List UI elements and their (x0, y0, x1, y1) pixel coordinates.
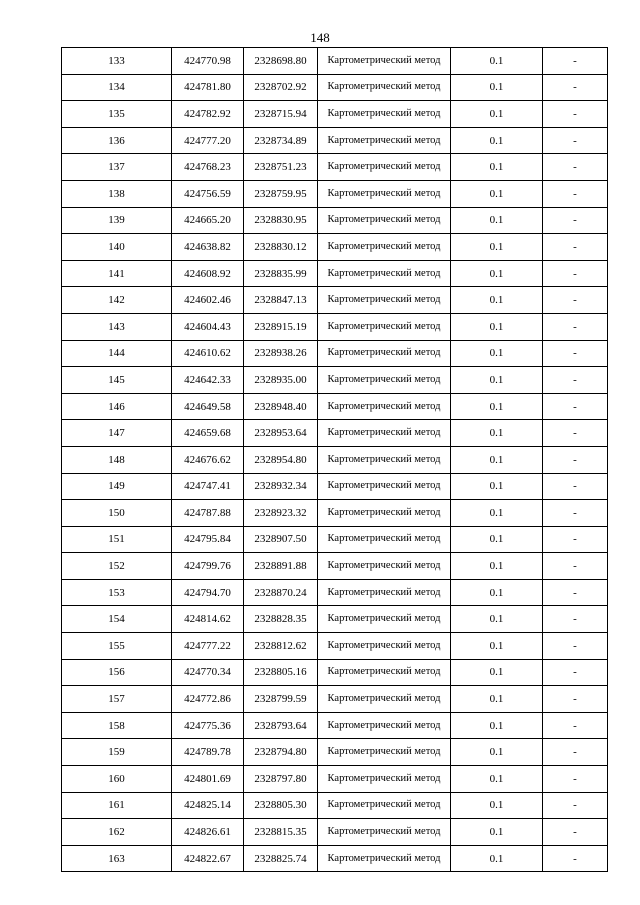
accuracy-cell: 0.1 (451, 686, 543, 713)
x-coordinate-cell: 424799.76 (172, 553, 244, 580)
accuracy-cell: 0.1 (451, 845, 543, 872)
table-row (62, 473, 608, 500)
y-coordinate-cell: 2328915.19 (244, 313, 318, 340)
method-cell: Картометрический метод (318, 633, 451, 660)
point-number-cell: 133 (62, 48, 172, 75)
x-coordinate-cell: 424638.82 (172, 234, 244, 261)
point-number-cell: 143 (62, 313, 172, 340)
point-number-cell: 140 (62, 234, 172, 261)
note-cell: - (543, 819, 608, 846)
accuracy-cell: 0.1 (451, 127, 543, 154)
method-cell: Картометрический метод (318, 659, 451, 686)
x-coordinate-cell: 424775.36 (172, 712, 244, 739)
table-row (62, 340, 608, 367)
note-cell: - (543, 553, 608, 580)
note-cell: - (543, 367, 608, 394)
method-cell: Картометрический метод (318, 207, 451, 234)
note-cell: - (543, 739, 608, 766)
note-cell: - (543, 234, 608, 261)
point-number-cell: 150 (62, 500, 172, 527)
method-cell: Картометрический метод (318, 260, 451, 287)
note-cell: - (543, 792, 608, 819)
method-cell: Картометрический метод (318, 367, 451, 394)
note-cell: - (543, 260, 608, 287)
x-coordinate-cell: 424772.86 (172, 686, 244, 713)
accuracy-cell: 0.1 (451, 313, 543, 340)
table-row (62, 792, 608, 819)
method-cell: Картометрический метод (318, 579, 451, 606)
point-number-cell: 146 (62, 393, 172, 420)
table-row (62, 234, 608, 261)
method-cell: Картометрический метод (318, 340, 451, 367)
accuracy-cell: 0.1 (451, 234, 543, 261)
x-coordinate-cell: 424825.14 (172, 792, 244, 819)
accuracy-cell: 0.1 (451, 260, 543, 287)
table-row (62, 739, 608, 766)
table-row (62, 446, 608, 473)
y-coordinate-cell: 2328799.59 (244, 686, 318, 713)
table-row (62, 845, 608, 872)
point-number-cell: 162 (62, 819, 172, 846)
x-coordinate-cell: 424610.62 (172, 340, 244, 367)
table-row (62, 766, 608, 793)
point-number-cell: 149 (62, 473, 172, 500)
coordinates-table (61, 47, 608, 872)
y-coordinate-cell: 2328698.80 (244, 48, 318, 75)
note-cell: - (543, 606, 608, 633)
table-row (62, 633, 608, 660)
x-coordinate-cell: 424602.46 (172, 287, 244, 314)
y-coordinate-cell: 2328805.30 (244, 792, 318, 819)
note-cell: - (543, 633, 608, 660)
accuracy-cell: 0.1 (451, 739, 543, 766)
x-coordinate-cell: 424822.67 (172, 845, 244, 872)
table-row (62, 367, 608, 394)
method-cell: Картометрический метод (318, 48, 451, 75)
y-coordinate-cell: 2328923.32 (244, 500, 318, 527)
accuracy-cell: 0.1 (451, 340, 543, 367)
x-coordinate-cell: 424642.33 (172, 367, 244, 394)
point-number-cell: 145 (62, 367, 172, 394)
point-number-cell: 148 (62, 446, 172, 473)
note-cell: - (543, 845, 608, 872)
accuracy-cell: 0.1 (451, 473, 543, 500)
note-cell: - (543, 48, 608, 75)
x-coordinate-cell: 424768.23 (172, 154, 244, 181)
x-coordinate-cell: 424782.92 (172, 101, 244, 128)
point-number-cell: 160 (62, 766, 172, 793)
table-row (62, 101, 608, 128)
method-cell: Картометрический метод (318, 446, 451, 473)
y-coordinate-cell: 2328932.34 (244, 473, 318, 500)
y-coordinate-cell: 2328907.50 (244, 526, 318, 553)
accuracy-cell: 0.1 (451, 500, 543, 527)
y-coordinate-cell: 2328715.94 (244, 101, 318, 128)
accuracy-cell: 0.1 (451, 48, 543, 75)
y-coordinate-cell: 2328825.74 (244, 845, 318, 872)
note-cell: - (543, 473, 608, 500)
point-number-cell: 134 (62, 74, 172, 101)
point-number-cell: 142 (62, 287, 172, 314)
x-coordinate-cell: 424604.43 (172, 313, 244, 340)
point-number-cell: 157 (62, 686, 172, 713)
y-coordinate-cell: 2328734.89 (244, 127, 318, 154)
y-coordinate-cell: 2328815.35 (244, 819, 318, 846)
method-cell: Картометрический метод (318, 313, 451, 340)
point-number-cell: 141 (62, 260, 172, 287)
table-row (62, 127, 608, 154)
accuracy-cell: 0.1 (451, 74, 543, 101)
y-coordinate-cell: 2328847.13 (244, 287, 318, 314)
page-number: 148 (310, 30, 330, 45)
accuracy-cell: 0.1 (451, 446, 543, 473)
method-cell: Картометрический метод (318, 101, 451, 128)
accuracy-cell: 0.1 (451, 207, 543, 234)
method-cell: Картометрический метод (318, 792, 451, 819)
x-coordinate-cell: 424676.62 (172, 446, 244, 473)
note-cell: - (543, 526, 608, 553)
method-cell: Картометрический метод (318, 766, 451, 793)
y-coordinate-cell: 2328812.62 (244, 633, 318, 660)
x-coordinate-cell: 424770.34 (172, 659, 244, 686)
method-cell: Картометрический метод (318, 712, 451, 739)
note-cell: - (543, 180, 608, 207)
accuracy-cell: 0.1 (451, 287, 543, 314)
method-cell: Картометрический метод (318, 473, 451, 500)
note-cell: - (543, 579, 608, 606)
table-row (62, 712, 608, 739)
method-cell: Картометрический метод (318, 154, 451, 181)
accuracy-cell: 0.1 (451, 579, 543, 606)
note-cell: - (543, 127, 608, 154)
x-coordinate-cell: 424770.98 (172, 48, 244, 75)
point-number-cell: 156 (62, 659, 172, 686)
method-cell: Картометрический метод (318, 845, 451, 872)
x-coordinate-cell: 424787.88 (172, 500, 244, 527)
accuracy-cell: 0.1 (451, 633, 543, 660)
table-row (62, 313, 608, 340)
y-coordinate-cell: 2328702.92 (244, 74, 318, 101)
method-cell: Картометрический метод (318, 234, 451, 261)
table-row (62, 500, 608, 527)
note-cell: - (543, 712, 608, 739)
point-number-cell: 139 (62, 207, 172, 234)
accuracy-cell: 0.1 (451, 101, 543, 128)
x-coordinate-cell: 424747.41 (172, 473, 244, 500)
y-coordinate-cell: 2328797.80 (244, 766, 318, 793)
x-coordinate-cell: 424777.20 (172, 127, 244, 154)
y-coordinate-cell: 2328948.40 (244, 393, 318, 420)
method-cell: Картометрический метод (318, 606, 451, 633)
y-coordinate-cell: 2328938.26 (244, 340, 318, 367)
note-cell: - (543, 659, 608, 686)
note-cell: - (543, 766, 608, 793)
note-cell: - (543, 207, 608, 234)
accuracy-cell: 0.1 (451, 766, 543, 793)
table-row (62, 579, 608, 606)
accuracy-cell: 0.1 (451, 712, 543, 739)
method-cell: Картометрический метод (318, 500, 451, 527)
table-row (62, 686, 608, 713)
method-cell: Картометрический метод (318, 74, 451, 101)
x-coordinate-cell: 424826.61 (172, 819, 244, 846)
x-coordinate-cell: 424665.20 (172, 207, 244, 234)
table-body (62, 48, 608, 872)
x-coordinate-cell: 424649.58 (172, 393, 244, 420)
point-number-cell: 138 (62, 180, 172, 207)
accuracy-cell: 0.1 (451, 819, 543, 846)
point-number-cell: 136 (62, 127, 172, 154)
y-coordinate-cell: 2328953.64 (244, 420, 318, 447)
table-row (62, 180, 608, 207)
y-coordinate-cell: 2328794.80 (244, 739, 318, 766)
x-coordinate-cell: 424789.78 (172, 739, 244, 766)
method-cell: Картометрический метод (318, 686, 451, 713)
table-row (62, 154, 608, 181)
note-cell: - (543, 420, 608, 447)
accuracy-cell: 0.1 (451, 659, 543, 686)
table-row (62, 260, 608, 287)
point-number-cell: 147 (62, 420, 172, 447)
accuracy-cell: 0.1 (451, 420, 543, 447)
x-coordinate-cell: 424608.92 (172, 260, 244, 287)
table-row (62, 606, 608, 633)
method-cell: Картометрический метод (318, 526, 451, 553)
note-cell: - (543, 154, 608, 181)
accuracy-cell: 0.1 (451, 792, 543, 819)
point-number-cell: 151 (62, 526, 172, 553)
y-coordinate-cell: 2328935.00 (244, 367, 318, 394)
x-coordinate-cell: 424756.59 (172, 180, 244, 207)
table-row (62, 393, 608, 420)
y-coordinate-cell: 2328759.95 (244, 180, 318, 207)
y-coordinate-cell: 2328828.35 (244, 606, 318, 633)
y-coordinate-cell: 2328870.24 (244, 579, 318, 606)
point-number-cell: 163 (62, 845, 172, 872)
point-number-cell: 153 (62, 579, 172, 606)
point-number-cell: 159 (62, 739, 172, 766)
method-cell: Картометрический метод (318, 180, 451, 207)
note-cell: - (543, 446, 608, 473)
y-coordinate-cell: 2328954.80 (244, 446, 318, 473)
accuracy-cell: 0.1 (451, 393, 543, 420)
note-cell: - (543, 313, 608, 340)
method-cell: Картометрический метод (318, 127, 451, 154)
table-row (62, 526, 608, 553)
x-coordinate-cell: 424801.69 (172, 766, 244, 793)
point-number-cell: 144 (62, 340, 172, 367)
table-row (62, 420, 608, 447)
table-row (62, 819, 608, 846)
y-coordinate-cell: 2328793.64 (244, 712, 318, 739)
table-row (62, 553, 608, 580)
x-coordinate-cell: 424814.62 (172, 606, 244, 633)
table-row (62, 659, 608, 686)
accuracy-cell: 0.1 (451, 606, 543, 633)
point-number-cell: 152 (62, 553, 172, 580)
note-cell: - (543, 686, 608, 713)
x-coordinate-cell: 424777.22 (172, 633, 244, 660)
method-cell: Картометрический метод (318, 553, 451, 580)
method-cell: Картометрический метод (318, 420, 451, 447)
point-number-cell: 137 (62, 154, 172, 181)
note-cell: - (543, 287, 608, 314)
point-number-cell: 135 (62, 101, 172, 128)
note-cell: - (543, 101, 608, 128)
point-number-cell: 155 (62, 633, 172, 660)
accuracy-cell: 0.1 (451, 526, 543, 553)
table-row (62, 48, 608, 75)
note-cell: - (543, 74, 608, 101)
note-cell: - (543, 500, 608, 527)
x-coordinate-cell: 424795.84 (172, 526, 244, 553)
point-number-cell: 158 (62, 712, 172, 739)
method-cell: Картометрический метод (318, 287, 451, 314)
y-coordinate-cell: 2328835.99 (244, 260, 318, 287)
y-coordinate-cell: 2328891.88 (244, 553, 318, 580)
accuracy-cell: 0.1 (451, 154, 543, 181)
point-number-cell: 161 (62, 792, 172, 819)
table-row (62, 207, 608, 234)
x-coordinate-cell: 424659.68 (172, 420, 244, 447)
x-coordinate-cell: 424781.80 (172, 74, 244, 101)
y-coordinate-cell: 2328751.23 (244, 154, 318, 181)
accuracy-cell: 0.1 (451, 180, 543, 207)
method-cell: Картометрический метод (318, 819, 451, 846)
table-row (62, 74, 608, 101)
method-cell: Картометрический метод (318, 739, 451, 766)
table-row (62, 287, 608, 314)
point-number-cell: 154 (62, 606, 172, 633)
method-cell: Картометрический метод (318, 393, 451, 420)
accuracy-cell: 0.1 (451, 553, 543, 580)
accuracy-cell: 0.1 (451, 367, 543, 394)
y-coordinate-cell: 2328830.95 (244, 207, 318, 234)
note-cell: - (543, 393, 608, 420)
y-coordinate-cell: 2328830.12 (244, 234, 318, 261)
y-coordinate-cell: 2328805.16 (244, 659, 318, 686)
x-coordinate-cell: 424794.70 (172, 579, 244, 606)
note-cell: - (543, 340, 608, 367)
